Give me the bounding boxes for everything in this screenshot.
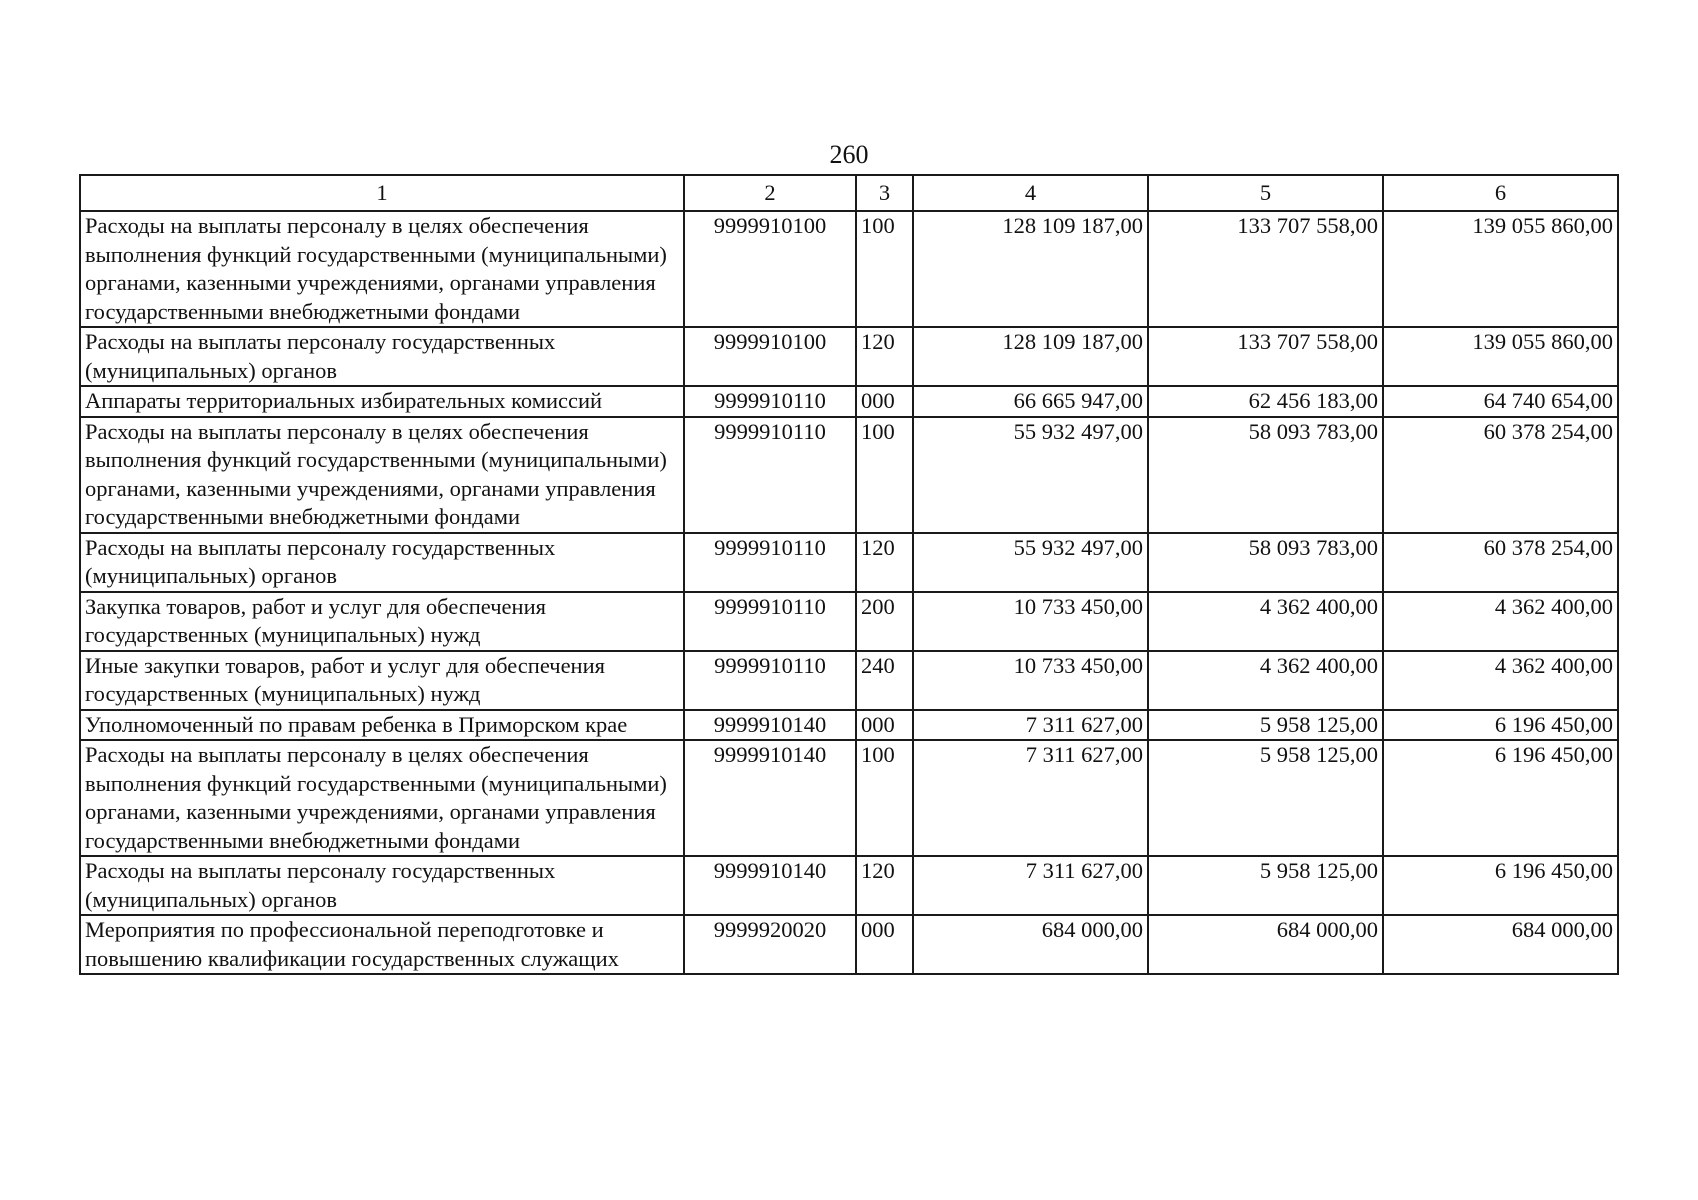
amount-col6-cell: 64 740 654,00 [1383, 386, 1618, 417]
column-header-6: 6 [1383, 175, 1618, 211]
table-row [80, 386, 1618, 417]
target-article-code-cell: 9999910110 [684, 651, 856, 710]
amount-col5-cell: 58 093 783,00 [1148, 533, 1383, 592]
expense-type-code-cell: 000 [856, 710, 913, 741]
amount-col4-cell: 684 000,00 [913, 915, 1148, 974]
page-number: 260 [829, 140, 869, 169]
amount-col4-cell: 7 311 627,00 [913, 740, 1148, 856]
amount-col6-cell: 4 362 400,00 [1383, 651, 1618, 710]
amount-col4-cell: 10 733 450,00 [913, 651, 1148, 710]
expense-type-code-cell: 120 [856, 856, 913, 915]
budget-table [79, 174, 1619, 975]
table-row [80, 417, 1618, 533]
expense-name-cell: Иные закупки товаров, работ и услуг для обеспечения государственных (муниципальных) нужд [80, 651, 684, 710]
expense-name-cell: Мероприятия по профессиональной переподготовке и повышению квалификации государственных служащих [80, 915, 684, 974]
column-header-4: 4 [913, 175, 1148, 211]
expense-type-code-cell: 000 [856, 386, 913, 417]
expense-name-cell: Расходы на выплаты персоналу в целях обеспечения выполнения функций государственными (муниципальными) органами, казенными учреждениями, органами управления государственными внебюджетными фондами [80, 417, 684, 533]
amount-col5-cell: 4 362 400,00 [1148, 592, 1383, 651]
amount-col6-cell: 6 196 450,00 [1383, 856, 1618, 915]
table-row [80, 327, 1618, 386]
expense-name-cell: Расходы на выплаты персоналу государственных (муниципальных) органов [80, 327, 684, 386]
column-header-1: 1 [80, 175, 684, 211]
table-row [80, 592, 1618, 651]
amount-col6-cell: 4 362 400,00 [1383, 592, 1618, 651]
expense-name-cell: Расходы на выплаты персоналу в целях обеспечения выполнения функций государственными (муниципальными) органами, казенными учреждениями, органами управления государственными внебюджетными фондами [80, 740, 684, 856]
amount-col5-cell: 5 958 125,00 [1148, 710, 1383, 741]
expense-type-code-cell: 100 [856, 417, 913, 533]
expense-name-cell: Закупка товаров, работ и услуг для обеспечения государственных (муниципальных) нужд [80, 592, 684, 651]
table-row [80, 533, 1618, 592]
amount-col5-cell: 5 958 125,00 [1148, 740, 1383, 856]
table-row [80, 740, 1618, 856]
amount-col5-cell: 4 362 400,00 [1148, 651, 1383, 710]
expense-type-code-cell: 000 [856, 915, 913, 974]
target-article-code-cell: 9999910110 [684, 417, 856, 533]
amount-col5-cell: 5 958 125,00 [1148, 856, 1383, 915]
target-article-code-cell: 9999910100 [684, 327, 856, 386]
expense-type-code-cell: 100 [856, 211, 913, 327]
table-row [80, 915, 1618, 974]
expense-name-cell: Расходы на выплаты персоналу в целях обеспечения выполнения функций государственными (муниципальными) органами, казенными учреждениями, органами управления государственными внебюджетными фондами [80, 211, 684, 327]
amount-col4-cell: 128 109 187,00 [913, 211, 1148, 327]
amount-col6-cell: 60 378 254,00 [1383, 417, 1618, 533]
expense-name-cell: Уполномоченный по правам ребенка в Приморском крае [80, 710, 684, 741]
amount-col6-cell: 6 196 450,00 [1383, 740, 1618, 856]
column-header-2: 2 [684, 175, 856, 211]
target-article-code-cell: 9999910100 [684, 211, 856, 327]
amount-col5-cell: 133 707 558,00 [1148, 327, 1383, 386]
column-header-3: 3 [856, 175, 913, 211]
amount-col4-cell: 55 932 497,00 [913, 417, 1148, 533]
amount-col4-cell: 66 665 947,00 [913, 386, 1148, 417]
expense-type-code-cell: 240 [856, 651, 913, 710]
column-number-header-row [80, 175, 1618, 211]
amount-col4-cell: 128 109 187,00 [913, 327, 1148, 386]
target-article-code-cell: 9999910110 [684, 386, 856, 417]
expense-type-code-cell: 100 [856, 740, 913, 856]
expense-name-cell: Расходы на выплаты персоналу государственных (муниципальных) органов [80, 856, 684, 915]
amount-col6-cell: 60 378 254,00 [1383, 533, 1618, 592]
amount-col6-cell: 684 000,00 [1383, 915, 1618, 974]
target-article-code-cell: 9999920020 [684, 915, 856, 974]
amount-col4-cell: 7 311 627,00 [913, 856, 1148, 915]
table-row [80, 651, 1618, 710]
amount-col5-cell: 62 456 183,00 [1148, 386, 1383, 417]
amount-col5-cell: 133 707 558,00 [1148, 211, 1383, 327]
expense-type-code-cell: 200 [856, 592, 913, 651]
amount-col4-cell: 10 733 450,00 [913, 592, 1148, 651]
target-article-code-cell: 9999910110 [684, 533, 856, 592]
expense-type-code-cell: 120 [856, 533, 913, 592]
amount-col4-cell: 7 311 627,00 [913, 710, 1148, 741]
amount-col4-cell: 55 932 497,00 [913, 533, 1148, 592]
target-article-code-cell: 9999910140 [684, 710, 856, 741]
amount-col5-cell: 58 093 783,00 [1148, 417, 1383, 533]
amount-col6-cell: 139 055 860,00 [1383, 327, 1618, 386]
table-row [80, 211, 1618, 327]
expense-name-cell: Аппараты территориальных избирательных комиссий [80, 386, 684, 417]
expense-type-code-cell: 120 [856, 327, 913, 386]
target-article-code-cell: 9999910140 [684, 740, 856, 856]
expense-name-cell: Расходы на выплаты персоналу государственных (муниципальных) органов [80, 533, 684, 592]
table-row [80, 856, 1618, 915]
column-header-5: 5 [1148, 175, 1383, 211]
target-article-code-cell: 9999910140 [684, 856, 856, 915]
target-article-code-cell: 9999910110 [684, 592, 856, 651]
amount-col6-cell: 6 196 450,00 [1383, 710, 1618, 741]
amount-col5-cell: 684 000,00 [1148, 915, 1383, 974]
table-row [80, 710, 1618, 741]
amount-col6-cell: 139 055 860,00 [1383, 211, 1618, 327]
